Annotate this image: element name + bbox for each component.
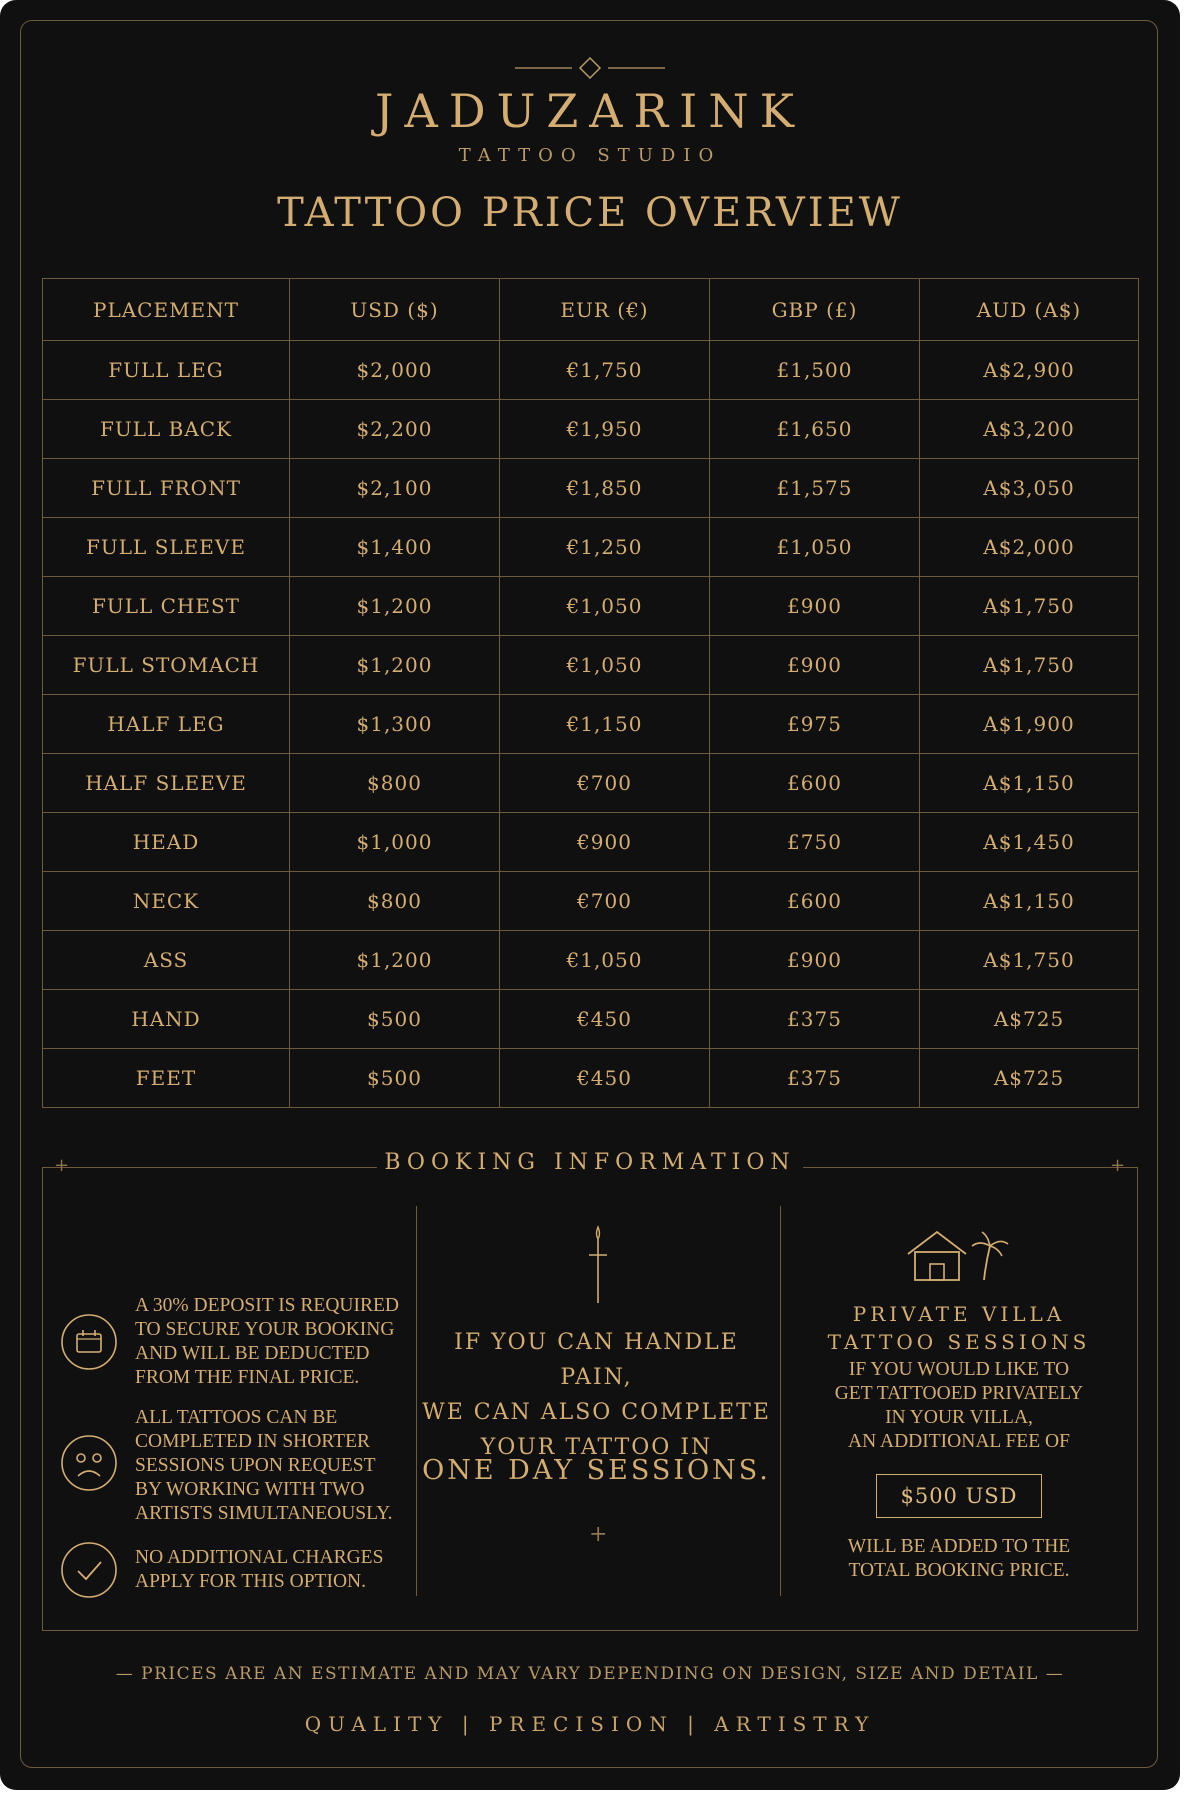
eur-cell: €1,850 (500, 459, 710, 518)
plus-right-icon: + (1110, 1155, 1126, 1176)
gbp-cell: £375 (710, 1049, 920, 1108)
villa-title (780, 1300, 1138, 1356)
usd-cell: $500 (290, 990, 500, 1049)
usd-cell: $1,200 (290, 636, 500, 695)
villa-after-line: WILL BE ADDED TO THE (847, 1536, 1071, 1557)
aud-cell: A$1,750 (920, 577, 1139, 636)
eur-cell: €700 (500, 872, 710, 931)
calendar-icon (60, 1313, 118, 1371)
tagline: QUALITY | PRECISION | ARTISTRY (304, 1712, 876, 1736)
placement-cell: FULL SLEEVE (43, 518, 290, 577)
villa-description (780, 1358, 1138, 1454)
usd-cell: $1,300 (290, 695, 500, 754)
villa-title-line: PRIVATE VILLA (852, 1302, 1066, 1326)
aud-cell: A$3,200 (920, 400, 1139, 459)
eur-cell: €700 (500, 754, 710, 813)
usd-cell: $1,000 (290, 813, 500, 872)
villa-after-line: TOTAL BOOKING PRICE. (848, 1560, 1070, 1581)
eur-cell: €450 (500, 1049, 710, 1108)
sessions-line: ARTISTS SIMULTANEOUSLY. (135, 1503, 393, 1524)
villa-line: IF YOU WOULD LIKE TO (848, 1359, 1070, 1380)
pain-line: YOUR TATTOO IN (480, 1435, 713, 1460)
eur-cell: €1,050 (500, 577, 710, 636)
gbp-cell: £900 (710, 577, 920, 636)
usd-cell: $800 (290, 872, 500, 931)
eur-cell: €1,150 (500, 695, 710, 754)
pain-text (420, 1325, 773, 1465)
usd-cell: $2,100 (290, 459, 500, 518)
gbp-cell: £375 (710, 990, 920, 1049)
sad-face-icon (60, 1434, 118, 1492)
header-placement: PLACEMENT (43, 279, 290, 341)
placement-cell: NECK (43, 872, 290, 931)
placement-cell: FULL LEG (43, 341, 290, 400)
table-row (43, 1049, 1139, 1108)
plus-left-icon: + (54, 1155, 70, 1176)
gbp-cell: £900 (710, 931, 920, 990)
table-row (43, 518, 1139, 577)
header-gbp: GBP (£) (710, 279, 920, 341)
placement-cell: HALF LEG (43, 695, 290, 754)
diamond-ornament-icon (515, 56, 665, 80)
booking-heading: BOOKING INFORMATION (384, 1150, 796, 1175)
table-row (43, 695, 1139, 754)
usd-cell: $2,200 (290, 400, 500, 459)
usd-cell: $1,400 (290, 518, 500, 577)
aud-cell: A$1,450 (920, 813, 1139, 872)
placement-cell: FULL STOMACH (43, 636, 290, 695)
table-row (43, 459, 1139, 518)
villa-line: GET TATTOOED PRIVATELY (834, 1383, 1084, 1404)
villa-after-text (780, 1535, 1138, 1583)
sessions-line: ALL TATTOOS CAN BE (135, 1407, 338, 1428)
no-charges-line: NO ADDITIONAL CHARGES (135, 1547, 384, 1568)
deposit-line: AND WILL BE DEDUCTED (135, 1343, 370, 1364)
usd-cell: $1,200 (290, 931, 500, 990)
placement-cell: FULL FRONT (43, 459, 290, 518)
placement-cell: FEET (43, 1049, 290, 1108)
deposit-line: TO SECURE YOUR BOOKING (135, 1319, 395, 1340)
aud-cell: A$725 (920, 990, 1139, 1049)
table-row (43, 341, 1139, 400)
placement-cell: HAND (43, 990, 290, 1049)
placement-cell: HEAD (43, 813, 290, 872)
table-row (43, 754, 1139, 813)
villa-fee-badge: $500 USD (876, 1474, 1042, 1518)
plus-center-icon: + (589, 1522, 608, 1547)
aud-cell: A$1,150 (920, 872, 1139, 931)
villa-line: IN YOUR VILLA, (885, 1407, 1033, 1428)
placement-cell: FULL BACK (43, 400, 290, 459)
eur-cell: €1,050 (500, 931, 710, 990)
sessions-line: COMPLETED IN SHORTER (135, 1431, 370, 1452)
dagger-icon (583, 1225, 613, 1305)
table-row (43, 990, 1139, 1049)
column-divider-left (416, 1206, 417, 1596)
gbp-cell: £600 (710, 872, 920, 931)
gbp-cell: £1,650 (710, 400, 920, 459)
placement-cell: FULL CHEST (43, 577, 290, 636)
brand-subtitle: TATTOO STUDIO (458, 145, 722, 166)
aud-cell: A$2,900 (920, 341, 1139, 400)
villa-line: AN ADDITIONAL FEE OF (848, 1431, 1070, 1452)
sessions-line: BY WORKING WITH TWO (135, 1479, 365, 1500)
gbp-cell: £1,050 (710, 518, 920, 577)
eur-cell: €1,050 (500, 636, 710, 695)
gbp-cell: £750 (710, 813, 920, 872)
sessions-text (135, 1406, 393, 1526)
checkmark-icon (60, 1541, 118, 1599)
page-title: TATTOO PRICE OVERVIEW (277, 190, 903, 236)
gbp-cell: £900 (710, 636, 920, 695)
price-disclaimer: — PRICES ARE AN ESTIMATE AND MAY VARY DEPENDING ON DESIGN, SIZE AND DETAIL — (115, 1664, 1065, 1684)
pain-line: WE CAN ALSO COMPLETE (422, 1400, 771, 1425)
eur-cell: €1,250 (500, 518, 710, 577)
table-row (43, 577, 1139, 636)
deposit-line: A 30% DEPOSIT IS REQUIRED (135, 1295, 399, 1316)
eur-cell: €450 (500, 990, 710, 1049)
eur-cell: €1,750 (500, 341, 710, 400)
gbp-cell: £1,575 (710, 459, 920, 518)
gbp-cell: £600 (710, 754, 920, 813)
placement-cell: ASS (43, 931, 290, 990)
aud-cell: A$1,750 (920, 636, 1139, 695)
table-row (43, 931, 1139, 990)
aud-cell: A$725 (920, 1049, 1139, 1108)
price-table (42, 278, 1139, 1108)
aud-cell: A$3,050 (920, 459, 1139, 518)
aud-cell: A$2,000 (920, 518, 1139, 577)
table-row (43, 872, 1139, 931)
aud-cell: A$1,750 (920, 931, 1139, 990)
brand-name: JADUZARINK (375, 84, 805, 138)
pain-line: IF YOU CAN HANDLE PAIN, (454, 1330, 739, 1390)
table-row (43, 813, 1139, 872)
header-eur: EUR (€) (500, 279, 710, 341)
placement-cell: HALF SLEEVE (43, 754, 290, 813)
villa-palm-icon (904, 1224, 1014, 1284)
aud-cell: A$1,900 (920, 695, 1139, 754)
aud-cell: A$1,150 (920, 754, 1139, 813)
usd-cell: $1,200 (290, 577, 500, 636)
deposit-line: FROM THE FINAL PRICE. (135, 1367, 360, 1388)
table-row (43, 636, 1139, 695)
header-usd: USD ($) (290, 279, 500, 341)
no-charges-line: APPLY FOR THIS OPTION. (135, 1571, 367, 1592)
deposit-text (135, 1294, 399, 1390)
gbp-cell: £1,500 (710, 341, 920, 400)
eur-cell: €1,950 (500, 400, 710, 459)
villa-title-line: TATTOO SESSIONS (827, 1330, 1091, 1354)
no-charges-text (135, 1546, 383, 1594)
table-header-row (43, 279, 1139, 341)
usd-cell: $800 (290, 754, 500, 813)
usd-cell: $500 (290, 1049, 500, 1108)
eur-cell: €900 (500, 813, 710, 872)
sessions-line: SESSIONS UPON REQUEST (135, 1455, 376, 1476)
gbp-cell: £975 (710, 695, 920, 754)
one-day-sessions-text: ONE DAY SESSIONS. (422, 1455, 771, 1486)
table-row (43, 400, 1139, 459)
usd-cell: $2,000 (290, 341, 500, 400)
header-aud: AUD (A$) (920, 279, 1139, 341)
